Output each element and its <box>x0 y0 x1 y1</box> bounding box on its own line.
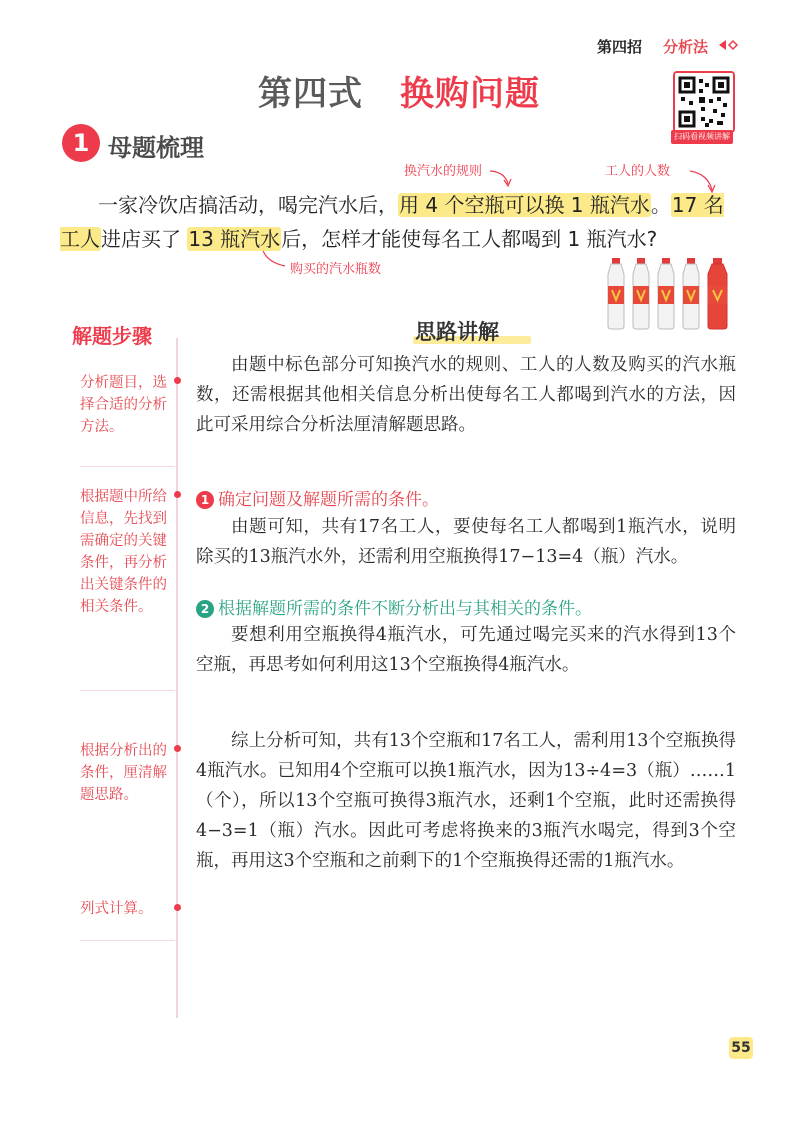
step-item: 根据题中所给信息，先找到需确定的关键条件，再分析出关键条件的相关条件。 <box>80 489 167 615</box>
steps-divider <box>176 338 178 1018</box>
problem-statement <box>60 188 740 256</box>
problem-text: 进店买了 <box>101 227 188 251</box>
subheading-1-text: 确定问题及解题所需的条件。 <box>218 490 439 510</box>
step-marker <box>174 491 181 498</box>
step-separator <box>80 466 175 467</box>
step-separator <box>80 690 175 691</box>
annotation-rule: 换汽水的规则 <box>404 164 483 179</box>
method-label: 分析法 <box>663 38 709 56</box>
problem-text: 一家冷饮店搞活动，喝完汽水后， <box>98 193 398 217</box>
step-item: 列式计算。 <box>80 901 153 917</box>
page-number: 55 <box>729 1037 753 1059</box>
highlight-rule: 用 4 个空瓶可以换 1 瓶汽水 <box>399 193 650 217</box>
paragraph-2: 要想利用空瓶换得4瓶汽水，可先通过喝完买来的汽水得到13个空瓶，再思考如何利用这13个空瓶换得4瓶汽水。 <box>196 625 736 675</box>
intro-paragraph: 由题中标色部分可知换汽水的规则、工人的人数及购买的汽水瓶数，还需根据其他相关信息分析出使每名工人都喝到汽水的方法，因此可采用综合分析法厘清解题思路。 <box>196 355 736 435</box>
highlight-bought: 13 瓶汽水 <box>188 227 281 251</box>
qr-caption: 扫码看视频讲解 <box>671 130 733 144</box>
number-badge-2: 2 <box>196 600 214 618</box>
subheading-2 <box>196 594 592 619</box>
highlight-workers: 17 名工人 <box>60 193 724 251</box>
subheading-2-text: 根据解题所需的条件不断分析出与其相关的条件。 <box>218 599 592 619</box>
annotation-bought: 购买的汽水瓶数 <box>290 262 382 277</box>
step-marker <box>174 745 181 752</box>
section-number-badge: 1 <box>62 124 100 162</box>
number-badge-1: 1 <box>196 491 214 509</box>
annotation-workers: 工人的人数 <box>605 164 671 179</box>
step-separator <box>80 940 175 941</box>
chapter-label: 第四招 <box>597 38 643 56</box>
problem-text: 后，怎样才能使每名工人都喝到 1 瓶汽水? <box>281 227 658 251</box>
arrow-icon <box>717 36 739 54</box>
summary-paragraph: 综上分析可知，共有13个空瓶和17名工人，需利用13个空瓶换得4瓶汽水。已知用4个空瓶可以换1瓶汽水，因为13÷4=3（瓶）……1（个），所以13个空瓶可换得3瓶汽水，还剩1个空瓶，此时还需换得4−3=1（瓶）汽水。因此可考虑将换来的3瓶汽水喝完，得到3个空瓶，再用这3个空瓶和之前剩下的1个空瓶换得还需的1瓶汽水。 <box>196 731 736 871</box>
soda-bottles-image <box>604 258 736 330</box>
section-title: 母题梳理 <box>108 134 204 162</box>
step-item: 根据分析出的条件，厘清解题思路。 <box>80 743 167 803</box>
lesson-title: 换购问题 <box>400 74 540 114</box>
qr-code-icon[interactable] <box>673 71 735 133</box>
subheading-1 <box>196 485 439 510</box>
paragraph-1: 由题可知，共有17名工人，要使每名工人都喝到1瓶汽水，说明除买的13瓶汽水外，还需利用空瓶换得17−13=4（瓶）汽水。 <box>196 517 736 567</box>
steps-title: 解题步骤 <box>72 324 152 348</box>
step-item: 分析题目，选择合适的分析方法。 <box>80 375 167 435</box>
step-marker <box>174 904 181 911</box>
step-marker <box>174 377 181 384</box>
thinking-title: 思路讲解 <box>415 320 499 344</box>
problem-text: 。 <box>650 193 671 217</box>
lesson-number: 第四式 <box>258 74 363 114</box>
